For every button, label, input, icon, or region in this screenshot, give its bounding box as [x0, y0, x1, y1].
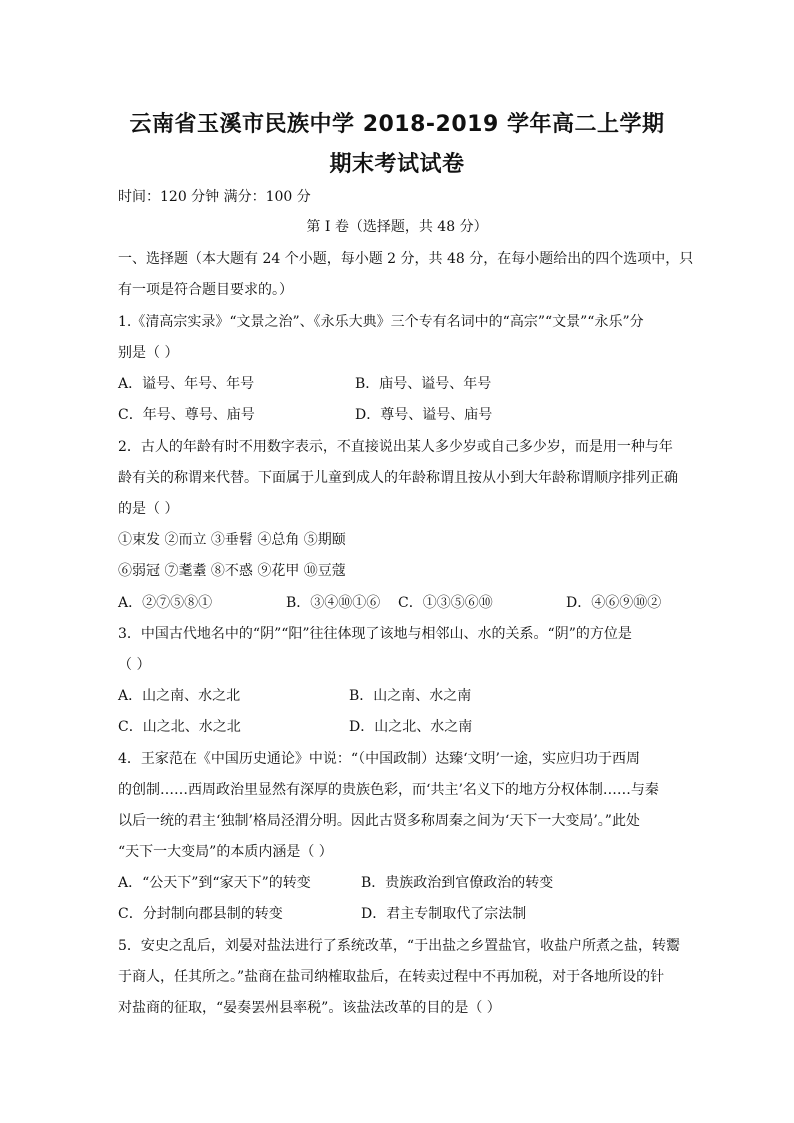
- q1-option-c: C．年号、尊号、庙号: [118, 407, 255, 423]
- q2-items-line1: ①束发 ②而立 ③垂髫 ④总角 ⑤期颐: [118, 532, 346, 548]
- q2-option-c: C．①③⑤⑥⑩: [398, 595, 493, 611]
- q4-option-b: B．贵族政治到官僚政治的转变: [361, 875, 554, 891]
- q2-items-line2: ⑥弱冠 ⑦耄耋 ⑧不惑 ⑨花甲 ⑩豆蔻: [118, 563, 346, 579]
- q4-option-d: D．君主专制取代了宗法制: [361, 906, 527, 922]
- q2-option-b: B．③④⑩①⑥: [286, 595, 381, 611]
- q1-option-d: D．尊号、谥号、庙号: [355, 407, 493, 423]
- q4-stem-line1: 4．王家范在《中国历史通论》中说：“（中国政制）达臻‘文明’一途，实应归功于西周: [118, 751, 640, 767]
- q4-stem-line2: 的创制……西周政治里显然有深厚的贵族色彩，而‘共主’名义下的地方分权体制……与秦: [118, 782, 659, 798]
- q4-stem-line4: “天下一大变局”的本质内涵是（ ）: [118, 844, 333, 860]
- q3-stem-line1: 3．中国古代地名中的“阴”“阳”往往体现了该地与相邻山、水的关系。“阴”的方位是: [118, 626, 632, 642]
- time-score-info: 时间：120 分钟 满分：100 分: [118, 189, 311, 205]
- q3-option-d: D．山之北、水之南: [349, 719, 473, 735]
- q1-option-a: A．谥号、年号、年号: [118, 376, 255, 392]
- q2-stem-line3: 的是（ ）: [118, 501, 179, 517]
- instructions-line1: 一、选择题（本大题有 24 个小题，每小题 2 分，共 48 分，在每小题给出的四个选项中，只: [118, 251, 694, 267]
- q5-stem-line2: 于商人，任其所之。”盐商在盐司纳榷取盐后，在转卖过程中不再加税，对于各地所设的针: [118, 969, 665, 985]
- q2-option-d: D．④⑥⑨⑩②: [566, 595, 662, 611]
- exam-title-line1: 云南省玉溪市民族中学 2018-2019 学年高二上学期: [129, 112, 665, 137]
- q1-option-b: B．庙号、谥号、年号: [355, 376, 492, 392]
- q4-option-c: C．分封制向郡县制的转变: [118, 906, 283, 922]
- q2-stem-line1: 2．古人的年龄有时不用数字表示，不直接说出某人多少岁或自己多少岁，而是用一种与年: [118, 439, 673, 455]
- exam-title-line2: 期末考试试卷: [329, 152, 465, 177]
- q5-stem-line1: 5．安史之乱后，刘晏对盐法进行了系统改革，“于出盐之乡置盐官，收盐户所煮之盐，转鬻: [118, 938, 681, 954]
- q1-stem-line2: 别是（ ）: [118, 345, 179, 361]
- q3-option-a: A．山之南、水之北: [118, 688, 241, 704]
- instructions-line2: 有一项是符合题目要求的。）: [118, 282, 293, 298]
- q5-stem-line3: 对盐商的征取，“晏奏罢州县率税”。该盐法改革的目的是（ ）: [118, 1000, 501, 1016]
- q3-option-c: C．山之北、水之北: [118, 719, 241, 735]
- q4-stem-line3: 以后一统的君主‘独制’格局泾渭分明。因此古贤多称周秦之间为‘天下一大变局’。”此处: [118, 813, 640, 829]
- q3-option-b: B．山之南、水之南: [349, 688, 472, 704]
- q2-option-a: A．②⑦⑤⑧①: [118, 595, 213, 611]
- q1-stem-line1: 1.《清高宗实录》“文景之治”、《永乐大典》三个专有名词中的“高宗”“文景”“永乐”分: [118, 314, 644, 330]
- q3-stem-line2: （ ）: [118, 657, 151, 673]
- q2-stem-line2: 龄有关的称谓来代替。下面属于儿童到成人的年龄称谓且按从小到大年龄称谓顺序排列正确: [118, 470, 678, 486]
- q4-option-a: A．“公天下”到“家天下”的转变: [118, 875, 311, 891]
- section-heading: 第 I 卷（选择题，共 48 分）: [306, 219, 488, 235]
